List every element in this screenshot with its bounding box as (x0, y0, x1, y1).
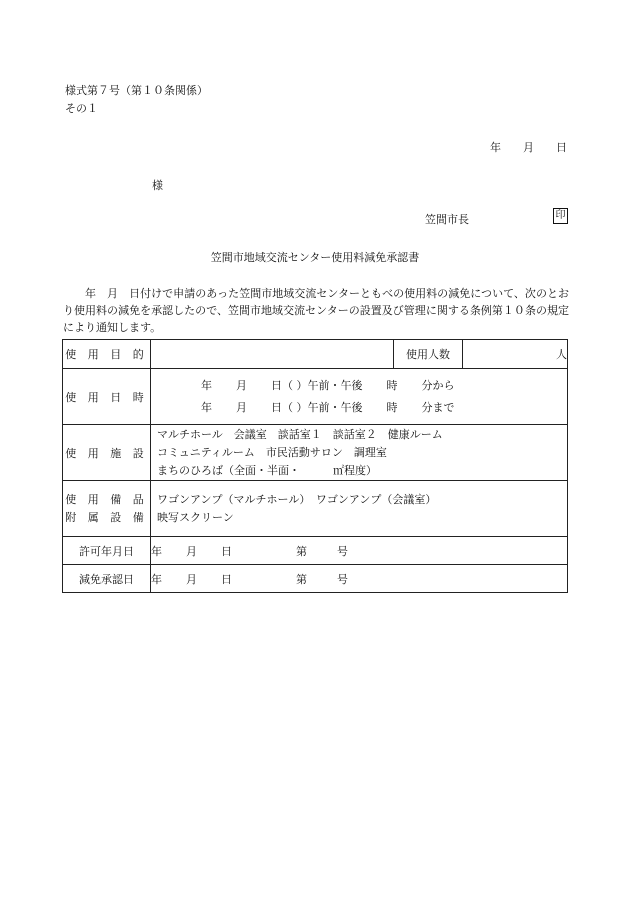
exempt-label: 減免承認日 (63, 565, 151, 593)
equipment-line: 映写スクリーン (157, 510, 234, 524)
permit-value (151, 537, 568, 565)
issue-date-year: 年 (490, 141, 501, 154)
facility-line: コミュニティルーム 市民活動サロン 調理室 (157, 445, 387, 459)
datetime-from (151, 375, 567, 397)
permit-no-suffix: 号 (337, 544, 348, 558)
permit-month: 月 (186, 544, 197, 558)
permit-no-prefix: 第 (296, 544, 307, 558)
facility-label: 使 用 施 設 (63, 425, 151, 481)
datetime-label: 使 用 日 時 (63, 369, 151, 425)
exempt-value (151, 565, 568, 593)
persons-label: 使用人数 (394, 340, 463, 369)
to-minute: 分まで (421, 400, 455, 414)
exempt-day: 日 (221, 572, 232, 586)
body-paragraph: 年 月 日付けで申請のあった笠間市地域交流センターともべの使用料の減免について、次のとおり使用料の減免を承認したので、笠間市地域交流センターの設置及び管理に関する条例第１０条の規定により通知します。 (63, 287, 569, 334)
permit-row (63, 537, 568, 565)
purpose-label: 使 用 目 的 (63, 340, 151, 369)
facility-line: マルチホール 会議室 談話室１ 談話室２ 健康ルーム (157, 427, 443, 441)
form-number: 様式第７号（第１０条関係） (65, 84, 208, 97)
from-hour: 時 (386, 378, 398, 392)
from-day: 日（ ） (271, 378, 308, 392)
equipment-label (63, 481, 151, 537)
exempt-year: 年 (151, 572, 162, 586)
issue-date (490, 139, 567, 155)
approval-table (62, 339, 568, 593)
issuer-name: 笠間市長 (425, 213, 469, 226)
from-ampm: 午前・午後 (307, 378, 363, 392)
datetime-to (151, 397, 567, 419)
to-ampm: 午前・午後 (307, 400, 363, 414)
from-month: 月 (236, 378, 247, 392)
from-minute: 分から (421, 378, 455, 392)
persons-unit: 人 (463, 340, 568, 369)
to-month: 月 (236, 400, 247, 414)
permit-year: 年 (151, 544, 162, 558)
purpose-value (151, 340, 394, 369)
datetime-value (151, 369, 568, 425)
exempt-month: 月 (186, 572, 197, 586)
permit-day: 日 (221, 544, 232, 558)
exempt-no-suffix: 号 (337, 572, 348, 586)
purpose-row (63, 340, 568, 369)
form-part: その１ (65, 102, 98, 115)
facility-value (151, 425, 568, 481)
to-hour: 時 (386, 400, 398, 414)
document-title: 笠間市地域交流センター使用料減免承認書 (210, 251, 420, 264)
permit-label: 許可年月日 (63, 537, 151, 565)
seal-mark: 印 (553, 208, 568, 224)
issue-date-month: 月 (523, 141, 534, 154)
facility-row (63, 425, 568, 481)
facility-line: まちのひろば（全面・半面・ ㎡程度） (157, 463, 377, 477)
equipment-label-1: 使 用 備 品 (65, 492, 148, 506)
datetime-row (63, 369, 568, 425)
equipment-line: ワゴンアンプ（マルチホール） ワゴンアンプ（会議室） (157, 492, 437, 506)
equipment-value (151, 481, 568, 537)
exempt-no-prefix: 第 (296, 572, 307, 586)
issue-date-day: 日 (556, 141, 567, 154)
to-day: 日（ ） (271, 400, 308, 414)
to-year: 年 (201, 400, 212, 414)
equipment-row (63, 481, 568, 537)
addressee-suffix: 様 (152, 179, 163, 192)
exempt-row (63, 565, 568, 593)
from-year: 年 (201, 378, 212, 392)
equipment-label-2: 附 属 設 備 (65, 510, 148, 524)
